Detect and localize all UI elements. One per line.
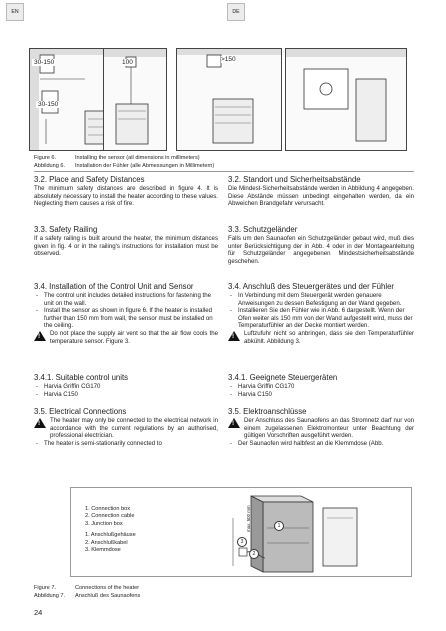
section-heading: 3.4.1. Suitable control units (34, 373, 129, 382)
dimension-label: 100 (122, 59, 133, 66)
sensor-ceiling-illustration (177, 49, 281, 150)
bullet-list (228, 417, 414, 447)
list-item: - The heater is semi-stationarily connected to (34, 440, 218, 448)
ceiling-plan-illustration (286, 49, 406, 150)
warning-icon (228, 331, 240, 341)
language-tab-de: DE (227, 3, 245, 21)
figure6-caption (34, 155, 414, 170)
sensor-side-view-illustration (104, 49, 166, 150)
language-tab-en: EN (6, 3, 24, 21)
callout-marker: 2 (249, 549, 259, 559)
legend-item: 3. Klemmdose (85, 547, 121, 554)
legend-item: 1. Connection box (85, 506, 131, 512)
caption-key: Figure 6. (34, 155, 57, 161)
figure7-caption (34, 585, 414, 600)
warning-text: The heater may only be connected to the electrical network in accordance with the current regulations by an authorised, professional electrician. (50, 417, 218, 440)
page-number: 24 (34, 608, 43, 617)
bullet-list (34, 383, 218, 398)
section-heading: 3.4. Anschluß des Steuergerätes und der Fühler (228, 282, 394, 291)
list-item: - Harvia Griffin CG170 (34, 383, 218, 391)
warning-note (34, 330, 218, 345)
legend-item: 2. Anschlußkabel (85, 539, 128, 546)
heater-connection-illustration (231, 488, 381, 576)
list-item: - The control unit includes detailed instructions for fastening the unit on the wall. (34, 292, 218, 307)
dimension-label: 30-150 (38, 101, 59, 108)
warning-note (34, 417, 218, 440)
list-item: - Harvia C150 (34, 391, 218, 399)
caption-text: Anschluß des Saunaofens (75, 592, 141, 599)
bullet-list (34, 292, 218, 345)
list-item: - Installieren Sie den Fühler wie in Abb. 6 dargestellt. Wenn der Ofen weiter als 150 mm von der Wand aufgestellt wird, muss der Temperaturfühler an der Decke montiert werden. (228, 307, 414, 330)
dimension-label: >150 (221, 56, 236, 63)
section-paragraph: Die Mindest-Sicherheitsabstände werden in Abbildung 4 angegeben. Diese Abstände müssen unbedingt eingehalten werden, da ein Abweichen Brandgefahr verursacht. (228, 185, 414, 208)
caption-text: Installing the sensor (all dimensions in millimeters) (75, 155, 200, 161)
caption-key: Abbildung 6. (34, 162, 66, 169)
dimension-label: max. 500 mm (246, 505, 251, 532)
list-item: - Der Saunaofen wird halbfest an die Klemmdose (Abb. (228, 440, 414, 448)
section-heading: 3.5. Elektroanschlüsse (228, 407, 307, 416)
figure7-frame (70, 487, 412, 577)
callout-marker: 3 (237, 537, 247, 547)
section-paragraph: Falls um den Saunaofen ein Schutzgeländer gebaut wird, muß dies unter Berücksichtigung der in Abb. 4 oder in der Montageanleitung für Schutzgeländer angegebenen Mindestsicherheitsabstände geschehen. (228, 235, 414, 265)
section-heading: 3.4.1. Geeignete Steuergeräten (228, 373, 338, 382)
bullet-list (34, 417, 218, 447)
bullet-list (228, 383, 414, 398)
list-item: - Harvia Griffin CG170 (228, 383, 414, 391)
list-item: - Harvia C150 (228, 391, 414, 399)
warning-icon (34, 331, 46, 341)
callout-marker: 1 (274, 521, 284, 531)
dimension-label: 30-150 (34, 59, 55, 66)
figure6-panel-ceiling-plan (285, 48, 407, 151)
list-item: - In Verbindung mit dem Steuergerät werden genauere Anweisungen zu dessen Befestigung an der Wand gegeben. (228, 292, 414, 307)
figure7-legend (85, 506, 136, 554)
section-paragraph: If a safety railing is built around the heater, the minimum distances given in fig. 4 or in the railing's instructions for installation must be observed. (34, 235, 218, 258)
figure6-panel-middle (103, 48, 167, 151)
warning-text: Do not place the supply air vent so that the air flow cools the temperature sensor. Figure 3. (50, 329, 218, 345)
bullet-list (228, 292, 414, 345)
divider (34, 171, 414, 172)
caption-text: Installation der Fühler (alle Abmessungen in Millimetern) (75, 162, 215, 169)
warning-icon (228, 418, 240, 428)
legend-item: 2. Connection cable (85, 513, 135, 520)
warning-note (228, 330, 414, 345)
warning-note (228, 417, 414, 440)
list-item: - Install the sensor as shown in figure 6. If the heater is installed further than 150 mm from wall, the sensor must be installed on the ceiling. (34, 307, 218, 330)
section-heading: 3.3. Safety Railing (34, 225, 98, 234)
warning-icon (34, 418, 46, 428)
legend-item: 1. Anschlußgehäuse (85, 532, 136, 539)
caption-text: Connections of the heater (75, 585, 140, 591)
warning-text: Der Anschluss des Saunaofens an das Stromnetz darf nur von einem zugelassenen Elektromonteur unter Beachtung der gültigen Vorschriften ausgeführt werden. (244, 417, 414, 440)
figure6-panel-right (176, 48, 282, 151)
section-paragraph: The minimum safety distances are described in figure 4. It is absolutely necessary to install the heater according to these values. Neglecting them causes a risk of fire. (34, 185, 218, 208)
caption-key: Abbildung 7. (34, 592, 66, 599)
caption-key: Figure 7. (34, 585, 57, 591)
section-heading: 3.2. Place and Safety Distances (34, 175, 145, 184)
legend-item: 3. Junction box (85, 520, 123, 527)
section-heading: 3.4. Installation of the Control Unit and Sensor (34, 282, 194, 291)
section-heading: 3.3. Schutzgeländer (228, 225, 298, 234)
warning-text: Luftzufuhr nicht so anbringen, dass sie den Temperaturfühler abkühlt. Abbildung 3. (244, 329, 414, 345)
section-heading: 3.2. Standort und Sicherheitsabstände (228, 175, 361, 184)
section-heading: 3.5. Electrical Connections (34, 407, 127, 416)
